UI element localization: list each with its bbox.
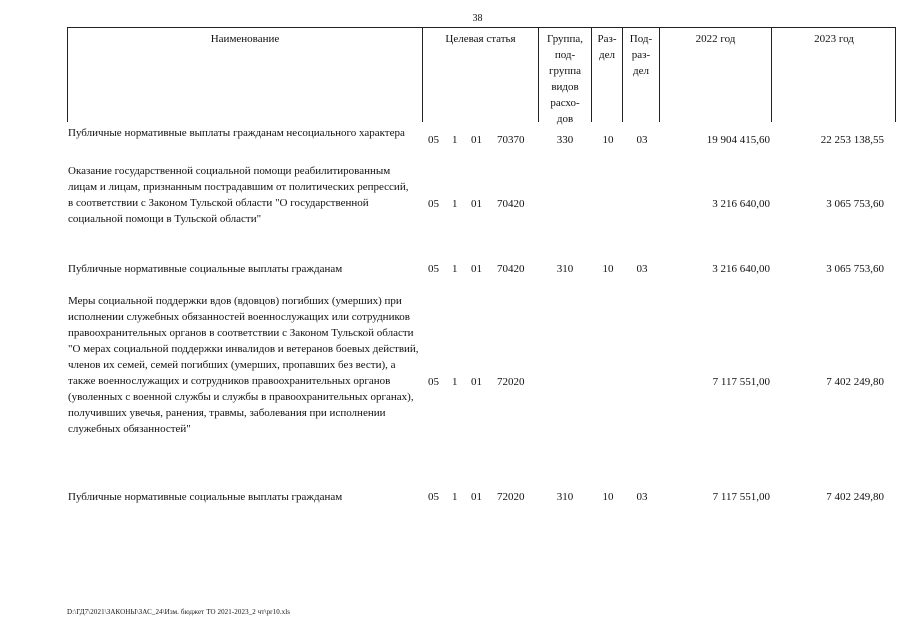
target-code: 72020 [497, 376, 525, 388]
amount-2022: 3 216 640,00 [712, 198, 770, 210]
amount-2023: 3 065 753,60 [826, 198, 884, 210]
header-name: Наименование [210, 33, 280, 45]
group-code: 310 [556, 491, 574, 503]
target-part: 1 [452, 376, 458, 388]
amount-2022: 19 904 415,60 [706, 134, 770, 146]
group-code: 310 [556, 263, 574, 275]
header-section: Раз- дел [591, 28, 622, 122]
amount-2022: 7 117 551,00 [712, 376, 770, 388]
target-code: 72020 [497, 491, 525, 503]
group-code: 330 [556, 134, 574, 146]
row-name: Меры социальной поддержки вдов (вдовцов) погибших (умерших) при исполнении служебных обязанностей военнослужащих или сотрудников правоохранительных органов в соответствии с Законом Тульской области "О мерах социальной поддержки инвалидов и ветеранов боевых действий, членов их семей, семей погибших (умерших, пропавших без вести), а также военнослужащих и сотрудников правоохранительных органов (уволенных с военной службы и службы в правоохранительных органах), получивших увечья, ранения, травмы, заболевания при исполнении служебных обязанностей" [68, 295, 419, 435]
subsection-code: 03 [636, 491, 648, 503]
subsection-code: 03 [636, 263, 648, 275]
row-name: Публичные нормативные социальные выплаты гражданам [68, 263, 343, 275]
amount-2022: 3 216 640,00 [712, 263, 770, 275]
amount-2023: 3 065 753,60 [826, 263, 884, 275]
target-part: 1 [452, 134, 458, 146]
target-code: 70370 [497, 134, 525, 146]
target-part: 1 [452, 263, 458, 275]
header-2022: 2022 год [659, 28, 771, 122]
target-part: 05 [428, 376, 439, 388]
subsection-code: 03 [636, 134, 648, 146]
target-part: 01 [471, 491, 482, 503]
target-code: 70420 [497, 263, 525, 275]
amount-2023: 7 402 249,80 [826, 376, 884, 388]
row-name: Публичные нормативные выплаты гражданам несоциального характера [68, 127, 405, 139]
header-target-article: Целевая статья [422, 28, 538, 122]
amount-2022: 7 117 551,00 [712, 491, 770, 503]
section-code: 10 [602, 134, 614, 146]
target-part: 05 [428, 491, 439, 503]
target-part: 05 [428, 134, 439, 146]
target-part: 05 [428, 198, 439, 210]
target-part: 01 [471, 263, 482, 275]
header-2023: 2023 год [771, 28, 896, 122]
target-part: 1 [452, 491, 458, 503]
target-part: 01 [471, 134, 482, 146]
target-part: 05 [428, 263, 439, 275]
row-name: Публичные нормативные социальные выплаты гражданам [68, 491, 343, 503]
target-code: 70420 [497, 198, 525, 210]
target-part: 01 [471, 376, 482, 388]
page-number: 38 [472, 13, 483, 24]
section-code: 10 [602, 491, 614, 503]
amount-2023: 22 253 138,55 [820, 134, 884, 146]
row-name: Оказание государственной социальной помощи реабилитированным лицам и лицам, признанным пострадавшим от политических репрессий, в соответствии с Законом Тульской области "О государственной социальной помощи в Тульской области" [68, 165, 409, 225]
header-subsection: Под- раз- дел [622, 28, 659, 122]
section-code: 10 [602, 263, 614, 275]
table-header [67, 27, 896, 125]
file-path-footer: D:\ГД7\2021\ЗАКОНЫ\ЗАС_24\Изм. бюджет ТО 2021-2023_2 чт\pr10.xls [67, 608, 291, 616]
target-part: 1 [452, 198, 458, 210]
amount-2023: 7 402 249,80 [826, 491, 884, 503]
target-part: 01 [471, 198, 482, 210]
header-expense-group: Группа, под- группа видов расхо- дов [538, 28, 591, 122]
